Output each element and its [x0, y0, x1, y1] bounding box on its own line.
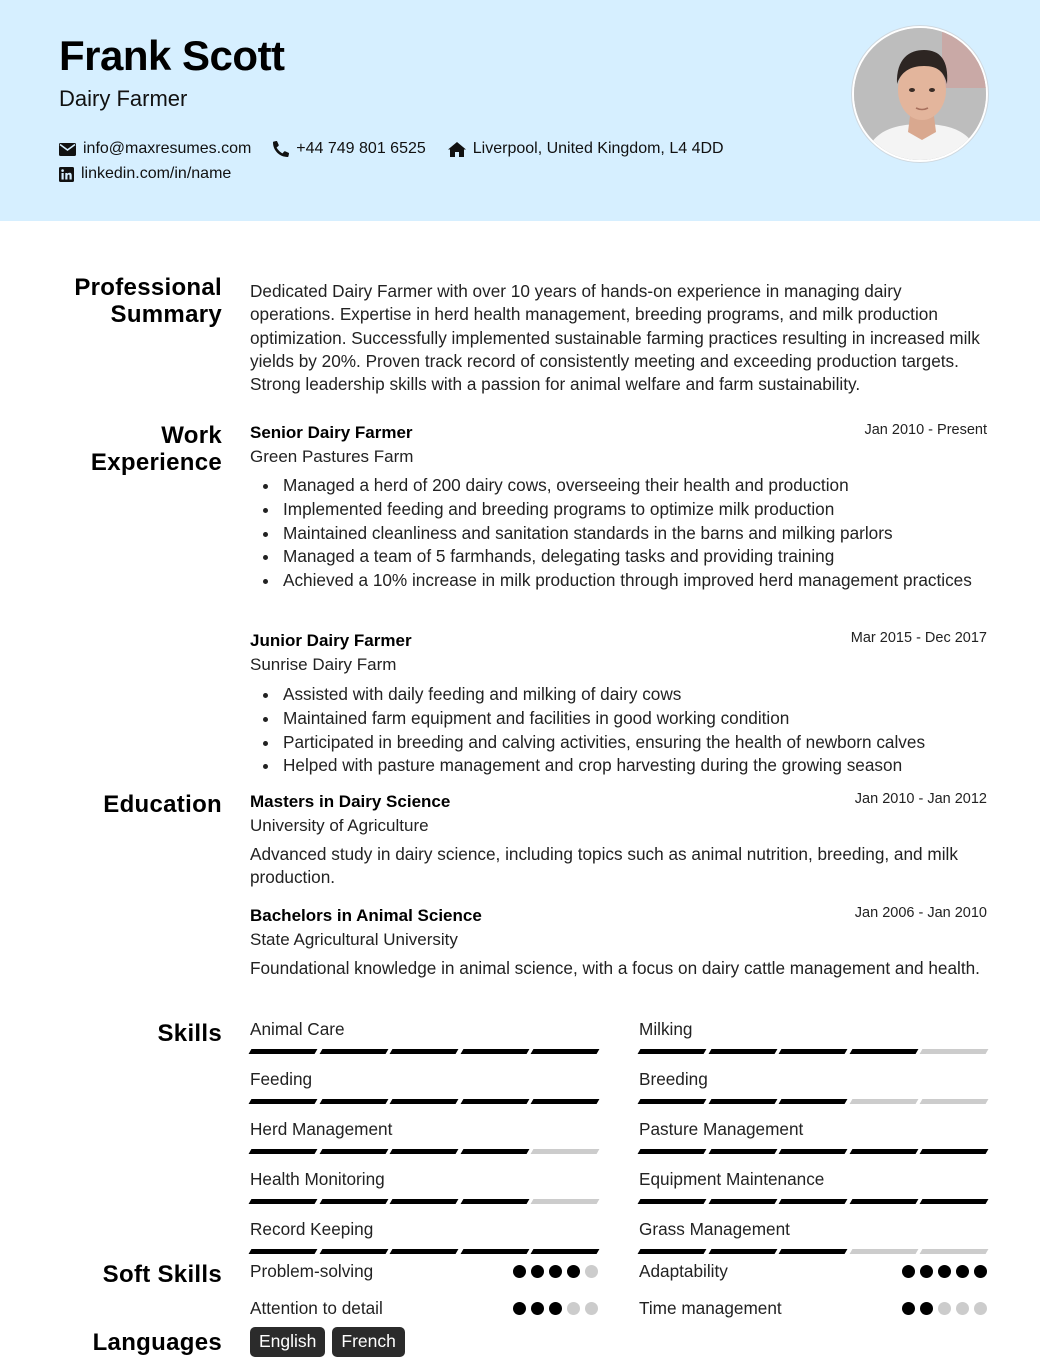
- skill-level-segment: [460, 1199, 529, 1204]
- rating-dot: [549, 1265, 562, 1278]
- skill-level-segment: [460, 1049, 529, 1054]
- skill-level-segment: [638, 1199, 707, 1204]
- job-bullets: [250, 474, 987, 593]
- contact-linkedin[interactable]: [59, 165, 231, 183]
- languages-section-title: Languages: [92, 1329, 222, 1356]
- skill-level-segment: [779, 1149, 848, 1154]
- skill-level-segment: [920, 1249, 989, 1254]
- skill-level-segment: [708, 1049, 777, 1054]
- job-role: Senior Dairy Farmer: [250, 423, 413, 442]
- soft-skill-name: Problem-solving: [250, 1261, 374, 1281]
- rating-dot: [902, 1302, 915, 1315]
- skill-level-segment: [319, 1199, 388, 1204]
- list-item: Assisted with daily feeding and milking of dairy cows: [250, 683, 987, 707]
- rating-dot: [549, 1302, 562, 1315]
- skill-item: [250, 1168, 598, 1209]
- phone-icon: [273, 141, 289, 157]
- skill-level-segment: [531, 1149, 600, 1154]
- skill-level-segment: [638, 1149, 707, 1154]
- work-title-line-1: Work: [161, 422, 222, 449]
- degree-dates: Jan 2006 - Jan 2010: [854, 905, 987, 921]
- skill-level-segment: [779, 1249, 848, 1254]
- skill-level-bar: [639, 1099, 987, 1104]
- contact-location: [448, 140, 724, 158]
- list-item: Implemented feeding and breeding programs to optimize milk production: [250, 498, 987, 522]
- skill-level-segment: [249, 1099, 318, 1104]
- rating-dot: [531, 1302, 544, 1315]
- list-item: Maintained cleanliness and sanitation standards in the barns and milking parlors: [250, 522, 987, 546]
- linkedin-text: linkedin.com/in/name: [81, 165, 232, 182]
- soft-skill-name: Attention to detail: [250, 1298, 383, 1318]
- education-entry: [250, 790, 987, 890]
- degree-dates: Jan 2010 - Jan 2012: [854, 791, 987, 807]
- skill-name: Feeding: [250, 1069, 313, 1089]
- list-item: Participated in breeding and calving activities, ensuring the health of newborn calves: [250, 731, 987, 755]
- skill-item: [639, 1068, 987, 1109]
- rating-dot: [513, 1302, 526, 1315]
- skill-level-segment: [460, 1149, 529, 1154]
- skill-level-segment: [531, 1199, 600, 1204]
- list-item: Maintained farm equipment and facilities in good working condition: [250, 707, 987, 731]
- rating-dot: [585, 1265, 598, 1278]
- skill-level-bar: [250, 1199, 598, 1204]
- candidate-name: Frank Scott: [59, 32, 285, 79]
- skill-item: [639, 1168, 987, 1209]
- skills-grid: [250, 1018, 987, 1259]
- skill-level-segment: [319, 1249, 388, 1254]
- skill-level-segment: [319, 1099, 388, 1104]
- soft-skills-section-title: Soft Skills: [102, 1261, 222, 1288]
- rating-dot: [956, 1265, 969, 1278]
- skill-level-segment: [319, 1049, 388, 1054]
- skill-level-segment: [849, 1049, 918, 1054]
- skill-name: Milking: [639, 1019, 693, 1039]
- skill-level-segment: [531, 1049, 600, 1054]
- skill-level-bar: [639, 1149, 987, 1154]
- rating-dot: [974, 1265, 987, 1278]
- rating-dot: [567, 1302, 580, 1315]
- summary-section-title: [74, 274, 222, 328]
- rating-dot: [567, 1265, 580, 1278]
- skill-item: [639, 1218, 987, 1259]
- list-item: Helped with pasture management and crop harvesting during the growing season: [250, 754, 987, 778]
- skill-name: Health Monitoring: [250, 1169, 385, 1189]
- skill-level-segment: [849, 1249, 918, 1254]
- rating-dot: [938, 1302, 951, 1315]
- languages-list: [250, 1327, 412, 1357]
- summary-title-line-2: Summary: [110, 301, 222, 328]
- skill-name: Grass Management: [639, 1219, 790, 1239]
- entry-header: [250, 904, 987, 927]
- job-company: Sunrise Dairy Farm: [250, 655, 397, 674]
- skill-level-segment: [249, 1199, 318, 1204]
- soft-skill-item: [250, 1260, 598, 1283]
- skill-item: [639, 1118, 987, 1159]
- linkedin-icon: [59, 167, 74, 182]
- skill-item: [250, 1068, 598, 1109]
- work-title-line-2: Experience: [90, 449, 222, 476]
- skill-level-segment: [849, 1149, 918, 1154]
- entry-header: [250, 421, 987, 444]
- rating-dot: [974, 1302, 987, 1315]
- skill-level-segment: [319, 1149, 388, 1154]
- skill-level-segment: [460, 1099, 529, 1104]
- contact-row: [59, 140, 746, 158]
- skills-section-title: Skills: [157, 1020, 222, 1047]
- soft-skill-rating: [897, 1265, 987, 1278]
- list-item: Managed a herd of 200 dairy cows, overseeing their health and production: [250, 474, 987, 498]
- skill-level-bar: [639, 1049, 987, 1054]
- skill-level-segment: [920, 1199, 989, 1204]
- language-badge: English: [250, 1327, 325, 1357]
- skill-level-segment: [531, 1249, 600, 1254]
- skill-level-segment: [708, 1099, 777, 1104]
- school-name: State Agricultural University: [250, 930, 458, 949]
- language-badge: French: [332, 1327, 404, 1357]
- soft-skill-rating: [508, 1302, 598, 1315]
- rating-dot: [902, 1265, 915, 1278]
- soft-skill-name: Adaptability: [639, 1261, 728, 1281]
- job-company: Green Pastures Farm: [250, 447, 414, 466]
- skill-level-segment: [460, 1249, 529, 1254]
- soft-skill-rating: [508, 1265, 598, 1278]
- rating-dot: [938, 1265, 951, 1278]
- summary-title-line-1: Professional: [74, 274, 222, 301]
- portrait-image: [854, 28, 988, 162]
- school-name: University of Agriculture: [250, 816, 429, 835]
- skill-level-segment: [708, 1149, 777, 1154]
- skill-level-segment: [531, 1099, 600, 1104]
- location-text: Liverpool, United Kingdom, L4 4DD: [472, 140, 724, 157]
- soft-skills-grid: [250, 1260, 987, 1320]
- skill-level-bar: [639, 1249, 987, 1254]
- skill-level-bar: [250, 1049, 598, 1054]
- skill-item: [639, 1018, 987, 1059]
- list-item: Achieved a 10% increase in milk production through improved herd management practices: [250, 569, 987, 593]
- skill-level-bar: [250, 1249, 598, 1254]
- soft-skill-rating: [897, 1302, 987, 1315]
- education-entry: [250, 904, 987, 980]
- rating-dot: [513, 1265, 526, 1278]
- work-section-title: [91, 422, 222, 476]
- rating-dot: [531, 1265, 544, 1278]
- work-entry: [250, 629, 987, 778]
- skill-level-segment: [390, 1149, 459, 1154]
- soft-skill-item: [639, 1260, 987, 1283]
- envelope-icon: [59, 143, 76, 156]
- skill-level-segment: [249, 1249, 318, 1254]
- skill-level-segment: [779, 1199, 848, 1204]
- rating-dot: [585, 1302, 598, 1315]
- skill-name: Record Keeping: [250, 1219, 374, 1239]
- degree-name: Masters in Dairy Science: [250, 792, 451, 811]
- skill-level-segment: [249, 1049, 318, 1054]
- skill-level-bar: [639, 1199, 987, 1204]
- contact-phone[interactable]: [273, 140, 425, 158]
- skill-level-segment: [849, 1099, 918, 1104]
- rating-dot: [956, 1302, 969, 1315]
- skill-level-segment: [920, 1049, 989, 1054]
- entry-header: [250, 790, 987, 813]
- skill-name: Pasture Management: [639, 1119, 804, 1139]
- job-dates: Mar 2015 - Dec 2017: [850, 630, 987, 646]
- skill-level-segment: [920, 1099, 989, 1104]
- job-dates: Jan 2010 - Present: [864, 422, 987, 438]
- education-section-title: Education: [103, 791, 222, 818]
- skill-level-segment: [638, 1049, 707, 1054]
- rating-dot: [920, 1265, 933, 1278]
- skill-level-segment: [708, 1249, 777, 1254]
- skill-name: Animal Care: [250, 1019, 345, 1039]
- skill-item: [250, 1218, 598, 1259]
- skill-level-segment: [390, 1199, 459, 1204]
- job-role: Junior Dairy Farmer: [250, 631, 412, 650]
- resume-header: [0, 0, 1040, 221]
- rating-dot: [920, 1302, 933, 1315]
- summary-text: Dedicated Dairy Farmer with over 10 years of hands-on experience in managing dairy operations. Expertise in herd health management, breeding programs, and milk production optimization. Successfully implemented sustainable farming practices resulting in increased milk yields by 20%. Proven track record of consistently meeting and exceeding production targets. Strong leadership skills with a passion for animal welfare and farm sustainability.: [250, 281, 980, 395]
- skill-item: [250, 1018, 598, 1059]
- profile-photo: [852, 26, 988, 162]
- skill-level-segment: [779, 1049, 848, 1054]
- degree-description: Advanced study in dairy science, including topics such as animal nutrition, breeding, and milk production.: [250, 844, 958, 888]
- skill-level-segment: [849, 1199, 918, 1204]
- skill-level-bar: [250, 1149, 598, 1154]
- skill-level-segment: [390, 1099, 459, 1104]
- home-icon: [448, 142, 466, 157]
- entry-header: [250, 629, 987, 652]
- email-text: info@maxresumes.com: [83, 140, 252, 157]
- job-bullets: [250, 683, 987, 778]
- soft-skill-name: Time management: [639, 1298, 782, 1318]
- contact-row-2: [59, 165, 253, 183]
- degree-name: Bachelors in Animal Science: [250, 906, 482, 925]
- skill-name: Equipment Maintenance: [639, 1169, 825, 1189]
- skill-level-segment: [249, 1149, 318, 1154]
- skill-level-segment: [779, 1099, 848, 1104]
- work-entry: [250, 421, 987, 593]
- degree-description: Foundational knowledge in animal science, with a focus on dairy cattle management and health.: [250, 958, 980, 978]
- skill-name: Breeding: [639, 1069, 708, 1089]
- skill-level-segment: [638, 1249, 707, 1254]
- soft-skill-item: [250, 1297, 598, 1320]
- skill-level-segment: [638, 1099, 707, 1104]
- phone-text: +44 749 801 6525: [296, 140, 426, 157]
- soft-skill-item: [639, 1297, 987, 1320]
- skill-level-segment: [708, 1199, 777, 1204]
- skill-name: Herd Management: [250, 1119, 393, 1139]
- skill-level-segment: [920, 1149, 989, 1154]
- list-item: Managed a team of 5 farmhands, delegating tasks and providing training: [250, 545, 987, 569]
- contact-email[interactable]: [59, 140, 251, 158]
- skill-level-segment: [390, 1049, 459, 1054]
- candidate-title: Dairy Farmer: [59, 86, 188, 111]
- skill-level-bar: [250, 1099, 598, 1104]
- skill-item: [250, 1118, 598, 1159]
- skill-level-segment: [390, 1249, 459, 1254]
